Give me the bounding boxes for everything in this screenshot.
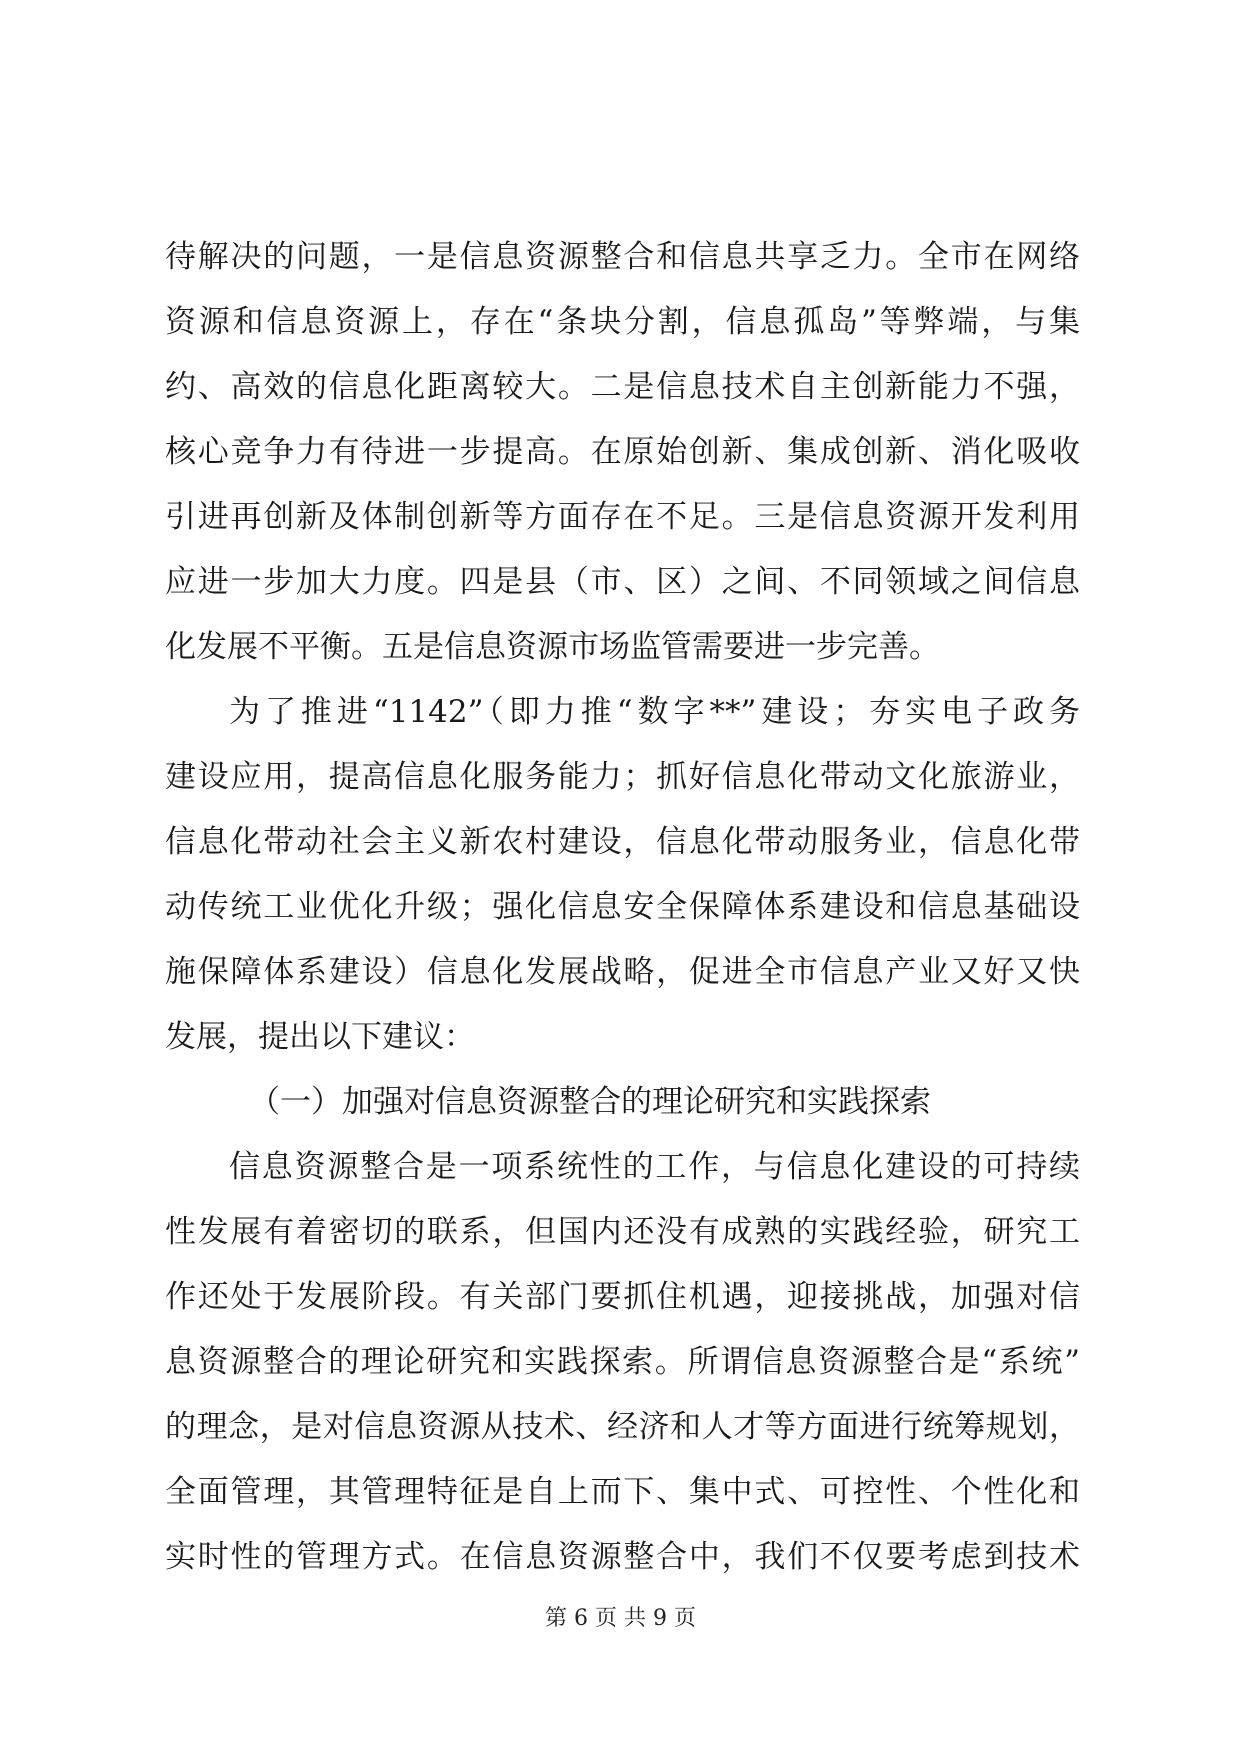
- text-line: 化发展不平衡。五是信息资源市场监管需要进一步完善。: [165, 629, 940, 665]
- text-line: 资源和信息资源上，存在“条块分割，信息孤岛”等弊端，与集: [165, 304, 1080, 340]
- text-line: 息资源整合的理论研究和实践探索。所谓信息资源整合是“系统”: [165, 1344, 1080, 1380]
- text-line: 的理念，是对信息资源从技术、经济和人才等方面进行统筹规划，: [165, 1409, 1080, 1445]
- section-heading: （一）加强对信息资源整合的理论研究和实践探索: [249, 1084, 931, 1120]
- page-number-footer: 第 6 页 共 9 页: [545, 1606, 696, 1631]
- text-line: 建设应用，提高信息化服务能力；抓好信息化带动文化旅游业，: [165, 759, 1080, 795]
- text-line: 约、高效的信息化距离较大。二是信息技术自主创新能力不强，: [165, 369, 1080, 405]
- paragraph-start-line: 信息资源整合是一项系统性的工作，与信息化建设的可持续: [229, 1149, 1080, 1185]
- text-line: 核心竞争力有待进一步提高。在原始创新、集成创新、消化吸收: [165, 434, 1080, 470]
- text-line: 作还处于发展阶段。有关部门要抓住机遇，迎接挑战，加强对信: [165, 1279, 1080, 1315]
- text-line: 发展，提出以下建议：: [165, 1019, 475, 1055]
- text-line: 信息化带动社会主义新农村建设，信息化带动服务业，信息化带: [165, 824, 1080, 860]
- body-text: [165, 225, 1080, 1590]
- text-line: 待解决的问题，一是信息资源整合和信息共享乏力。全市在网络: [165, 239, 1080, 275]
- paragraph-start-line: 为了推进“1142”（即力推“数字**”建设；夯实电子政务: [229, 694, 1080, 730]
- text-line: 应进一步加大力度。四是县（市、区）之间、不同领域之间信息: [165, 564, 1080, 600]
- text-line: 施保障体系建设）信息化发展战略，促进全市信息产业又好又快: [165, 954, 1080, 990]
- text-line: 实时性的管理方式。在信息资源整合中，我们不仅要考虑到技术: [165, 1539, 1080, 1575]
- text-line: 全面管理，其管理特征是自上而下、集中式、可控性、个性化和: [165, 1474, 1080, 1510]
- text-line: 引进再创新及体制创新等方面存在不足。三是信息资源开发利用: [165, 499, 1080, 535]
- text-line: 动传统工业优化升级；强化信息安全保障体系建设和信息基础设: [165, 889, 1080, 925]
- text-line: 性发展有着密切的联系，但国内还没有成熟的实践经验，研究工: [165, 1214, 1080, 1250]
